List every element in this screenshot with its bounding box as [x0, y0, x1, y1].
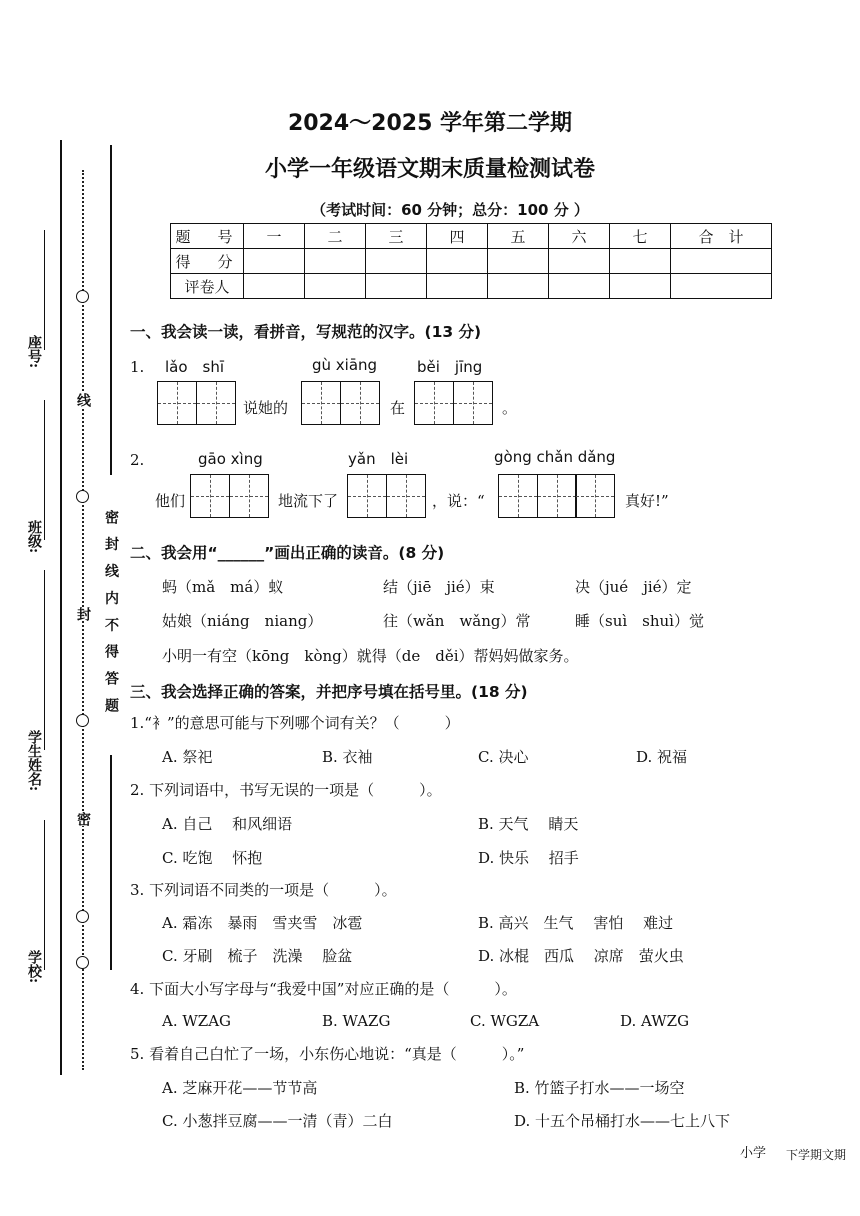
- option[interactable]: D. 冰棍 西瓜 凉席 萤火虫: [478, 947, 684, 965]
- q1-number: 1.: [130, 358, 145, 376]
- seat-blank[interactable]: [44, 230, 45, 350]
- grader-cell[interactable]: [671, 274, 772, 299]
- option[interactable]: C. WGZA: [470, 1012, 540, 1030]
- table-row: [171, 249, 772, 274]
- pinyin: yǎn lèi: [348, 450, 409, 468]
- score-cell[interactable]: [488, 249, 549, 274]
- pronunciation-item[interactable]: 姑娘（niáng niang）: [162, 612, 323, 630]
- writing-grid[interactable]: [190, 474, 267, 518]
- option[interactable]: C. 小葱拌豆腐——一清（青）二白: [162, 1112, 393, 1130]
- seat-label: 座号:: [26, 335, 42, 369]
- pronunciation-item[interactable]: 蚂（mǎ má）蚁: [162, 578, 284, 596]
- option[interactable]: C. 吃饱 怀抱: [162, 849, 263, 867]
- pronunciation-item[interactable]: 往（wǎn wǎng）常: [383, 612, 531, 630]
- school-blank[interactable]: [44, 820, 45, 970]
- grader-cell[interactable]: [305, 274, 366, 299]
- column-header: 三: [366, 224, 427, 249]
- sentence-text: ，说：“: [432, 492, 485, 510]
- option[interactable]: D. AWZG: [620, 1012, 690, 1030]
- writing-cell[interactable]: [340, 381, 380, 425]
- question-text: 2. 下列词语中，书写无误的一项是（ ）。: [130, 781, 442, 799]
- binding-hole: [76, 290, 89, 303]
- feng-label: 封: [75, 607, 91, 621]
- writing-cell[interactable]: [575, 474, 615, 518]
- question-text: 4. 下面大小写字母与“我爱中国”对应正确的是（ ）。: [130, 980, 517, 998]
- score-cell[interactable]: [244, 249, 305, 274]
- exam-subtitle: （考试时间：60 分钟；总分：100 分 ）: [311, 201, 589, 219]
- writing-cell[interactable]: [414, 381, 454, 425]
- sentence-text: 地流下了: [278, 492, 339, 510]
- column-header: 五: [488, 224, 549, 249]
- row-label: 评卷人: [171, 274, 244, 299]
- option[interactable]: A. 自己 和风细语: [162, 815, 293, 833]
- pinyin: gòng chǎn dǎng: [494, 448, 616, 466]
- column-header: 合 计: [671, 224, 772, 249]
- q2-number: 2.: [130, 451, 145, 469]
- section3-heading: 三、我会选择正确的答案，并把序号填在括号里。(18 分): [130, 683, 528, 701]
- column-header: 二: [305, 224, 366, 249]
- writing-cell[interactable]: [157, 381, 197, 425]
- table-row: [171, 274, 772, 299]
- exam-term-title: 2024～2025 学年第二学期: [287, 111, 573, 136]
- row-label: 题 号: [171, 224, 244, 249]
- option[interactable]: A. 芝麻开花——节节高: [162, 1079, 318, 1097]
- mi-label: 密: [75, 812, 91, 826]
- column-header: 一: [244, 224, 305, 249]
- question-text: 1.“衤”的意思可能与下列哪个词有关？（ ）: [130, 714, 460, 732]
- score-table: [170, 223, 772, 299]
- student-name-blank[interactable]: [44, 570, 45, 750]
- question-text: 3. 下列词语不同类的一项是（ ）。: [130, 881, 397, 899]
- writing-cell[interactable]: [196, 381, 236, 425]
- section1-heading: 一、我会读一读，看拼音，写规范的汉字。(13 分): [130, 323, 482, 341]
- sentence-text: 他们: [155, 492, 186, 510]
- writing-cell[interactable]: [386, 474, 426, 518]
- school-label: 学校:: [26, 950, 42, 984]
- writing-cell[interactable]: [301, 381, 341, 425]
- option[interactable]: C. 决心: [478, 748, 529, 766]
- score-cell[interactable]: [305, 249, 366, 274]
- writing-cell[interactable]: [453, 381, 493, 425]
- grader-cell[interactable]: [610, 274, 671, 299]
- binding-hole: [76, 956, 89, 969]
- option[interactable]: B. 竹篮子打水——一场空: [514, 1079, 685, 1097]
- pronunciation-item[interactable]: 睡（suì shuì）觉: [575, 612, 704, 630]
- binding-notice: 密 封 线 内 不 得 答 题: [101, 510, 121, 750]
- binding-hole: [76, 910, 89, 923]
- option[interactable]: D. 十五个吊桶打水——七上八下: [514, 1112, 731, 1130]
- writing-cell[interactable]: [498, 474, 538, 518]
- class-blank[interactable]: [44, 400, 45, 540]
- writing-grid[interactable]: [157, 381, 234, 425]
- score-cell[interactable]: [427, 249, 488, 274]
- pronunciation-item[interactable]: 决（jué jié）定: [575, 578, 692, 596]
- pronunciation-item[interactable]: 结（jiē jié）束: [383, 578, 495, 596]
- column-header: 四: [427, 224, 488, 249]
- option[interactable]: B. WAZG: [322, 1012, 391, 1030]
- inner-line-top: [110, 145, 112, 475]
- pinyin: běi jīng: [417, 358, 483, 376]
- score-cell[interactable]: [671, 249, 772, 274]
- exam-title: 小学一年级语文期末质量检测试卷: [264, 157, 595, 182]
- score-cell[interactable]: [610, 249, 671, 274]
- column-header: 七: [610, 224, 671, 249]
- column-header: 六: [549, 224, 610, 249]
- writing-cell[interactable]: [229, 474, 269, 518]
- writing-grid[interactable]: [414, 381, 491, 425]
- writing-grid[interactable]: [498, 474, 614, 518]
- option[interactable]: A. 祭祀: [162, 748, 213, 766]
- pronunciation-item[interactable]: 小明一有空（kōng kòng）就得（de děi）帮妈妈做家务。: [162, 647, 579, 665]
- grader-cell[interactable]: [549, 274, 610, 299]
- option[interactable]: B. 高兴 生气 害怕 难过: [478, 914, 674, 932]
- xian-label: 线: [75, 393, 91, 407]
- writing-grid[interactable]: [301, 381, 378, 425]
- footer-right: 下学期文期: [786, 1148, 847, 1162]
- option[interactable]: B. 衣袖: [322, 748, 373, 766]
- score-cell[interactable]: [366, 249, 427, 274]
- option[interactable]: A. WZAG: [162, 1012, 232, 1030]
- question-text: 5. 看着自己白忙了一场，小东伤心地说：“真是（ ）。”: [130, 1045, 525, 1063]
- writing-cell[interactable]: [190, 474, 230, 518]
- grader-cell[interactable]: [488, 274, 549, 299]
- writing-grid[interactable]: [347, 474, 424, 518]
- sentence-text: 。: [502, 399, 518, 417]
- option[interactable]: A. 霜冻 暴雨 雪夹雪 冰雹: [162, 914, 363, 932]
- binding-hole: [76, 490, 89, 503]
- section2-heading: 二、我会用“______”画出正确的读音。(8 分): [130, 544, 445, 562]
- pinyin: lǎo shī: [165, 358, 225, 376]
- footer-left: 小学: [740, 1146, 767, 1161]
- score-cell[interactable]: [549, 249, 610, 274]
- table-row: [171, 224, 772, 249]
- option[interactable]: D. 祝福: [636, 748, 688, 766]
- student-name-label: 学生姓名:: [26, 730, 42, 792]
- sentence-text: 在: [390, 399, 406, 417]
- writing-cell[interactable]: [347, 474, 387, 518]
- sentence-text: 真好!”: [625, 492, 669, 510]
- row-label: 得 分: [171, 249, 244, 274]
- binding-hole: [76, 714, 89, 727]
- writing-cell[interactable]: [537, 474, 577, 518]
- pinyin: gāo xìng: [198, 450, 263, 468]
- option[interactable]: C. 牙刷 梳子 洗澡 脸盆: [162, 947, 353, 965]
- inner-line-bottom: [110, 755, 112, 970]
- option[interactable]: D. 快乐 招手: [478, 849, 579, 867]
- class-label: 班级:: [26, 520, 42, 554]
- option[interactable]: B. 天气 睛天: [478, 815, 579, 833]
- grader-cell[interactable]: [244, 274, 305, 299]
- grader-cell[interactable]: [366, 274, 427, 299]
- outer-line: [60, 140, 62, 1075]
- grader-cell[interactable]: [427, 274, 488, 299]
- pinyin: gù xiāng: [312, 356, 378, 374]
- sentence-text: 说她的: [243, 399, 289, 417]
